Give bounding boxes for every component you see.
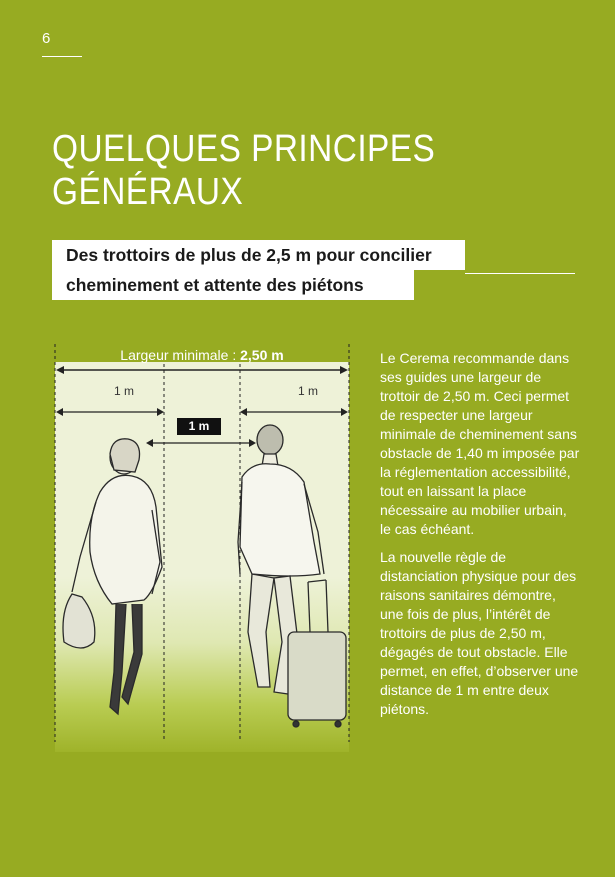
sidewalk-illustration <box>52 342 352 752</box>
title-line-1: QUELQUES PRINCIPES <box>52 128 436 170</box>
left-segment-label: 1 m <box>114 384 135 398</box>
page-title <box>52 128 510 214</box>
subtitle <box>52 240 465 300</box>
body-text <box>380 349 580 719</box>
page-number: 6 <box>42 30 51 47</box>
minimum-width-label <box>52 347 352 363</box>
page-number-rule <box>42 56 82 57</box>
body-paragraph-2: La nouvelle règle de distanciation physique pour des raisons sanitaires démontre, une fois de plus, l’intérêt de trottoirs de plus de 2,50 m, dégagés de tout obstacle. Elle permet, en effet, d’observer une distance de 1 m entre deux piétons. <box>380 549 579 717</box>
woman-figure <box>63 439 162 714</box>
subtitle-line-2: cheminement et attente des piétons <box>52 270 414 300</box>
subtitle-line-1: Des trottoirs de plus de 2,5 m pour concilier <box>52 240 465 270</box>
minimum-width-value: 2,50 m <box>240 347 284 363</box>
center-gap-label: 1 m <box>177 418 221 435</box>
man-figure <box>238 425 346 727</box>
body-paragraph-1: Le Cerema recommande dans ses guides une largeur de trottoir de 2,50 m. Ceci permet de respecter une largeur minimale de cheminement sans obstacle de 1,40 m imposée par la réglementation accessibilité, tout en laissant la place nécessaire au mobilier urbain, le cas échéant. <box>380 350 580 537</box>
title-line-2: GÉNÉRAUX <box>52 171 244 213</box>
minimum-width-prefix: Largeur minimale : <box>120 347 241 363</box>
right-segment-label: 1 m <box>298 384 319 398</box>
illustration-drawing <box>52 342 352 752</box>
subtitle-rule <box>465 273 575 274</box>
